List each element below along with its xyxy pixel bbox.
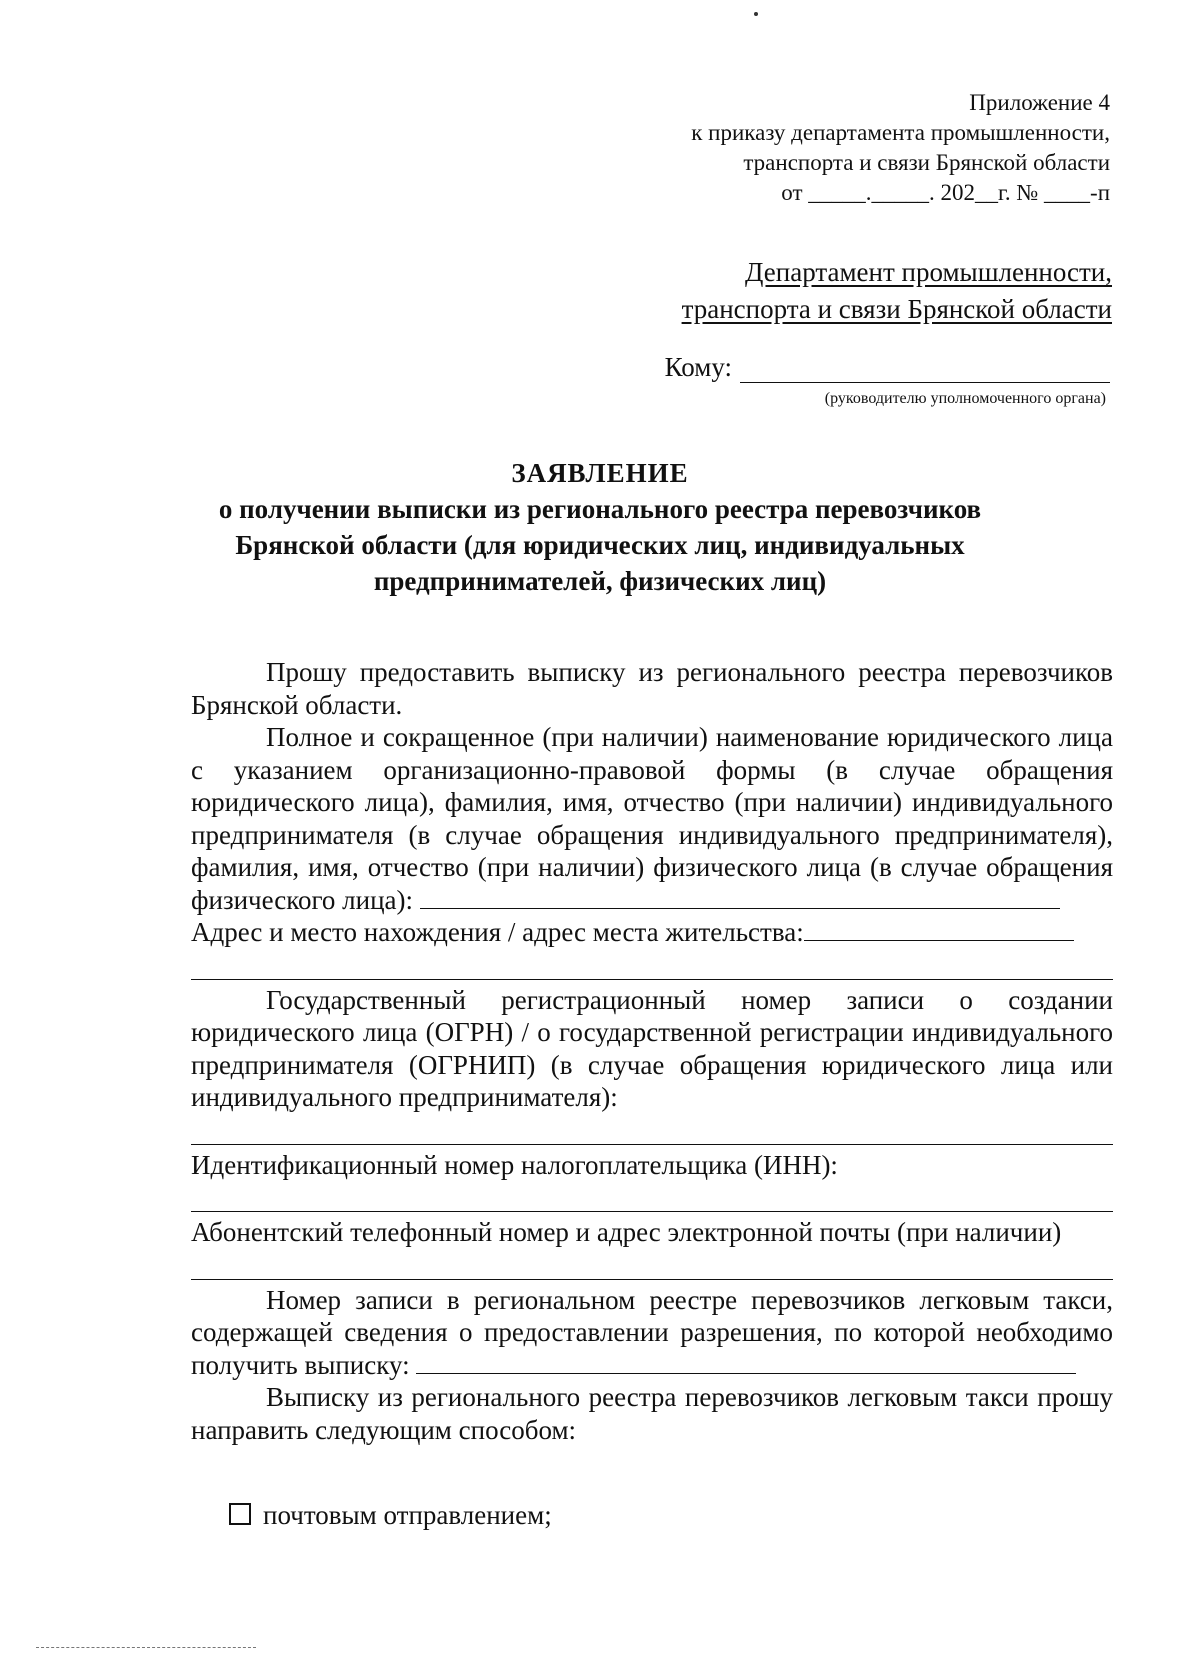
record-number-label: Номер записи в региональном реестре перевозчиков легковым такси, содержащей сведения о предоставлении разрешения, по которой необходимо получить выписку: bbox=[191, 1284, 1113, 1380]
title-line-2: о получении выписки из регионального реестра перевозчиков bbox=[218, 494, 982, 524]
paragraph-request: Прошу предоставить выписку из регионального реестра перевозчиков Брянской области. bbox=[191, 657, 1113, 720]
contacts-field[interactable] bbox=[191, 1249, 1113, 1280]
annex-line-4: от _____._____. 202__г. № ____-п bbox=[781, 180, 1110, 205]
annex-line-2: к приказу департамента промышленности, bbox=[691, 120, 1110, 145]
checkbox-icon[interactable] bbox=[229, 1503, 251, 1525]
paragraph-inn: Идентификационный номер налогоплательщика (ИНН): bbox=[191, 1149, 838, 1180]
title-line-4: предпринимателей, физических лиц) bbox=[373, 566, 827, 596]
paragraph-delivery: Выписку из регионального реестра перевозчиков легковым такси прошу направить следующим способом: bbox=[191, 1382, 1113, 1445]
ogrn-field[interactable] bbox=[191, 1114, 1113, 1145]
address-field-line-2[interactable] bbox=[191, 949, 1113, 980]
paragraph-ogrn: Государственный регистрационный номер записи о создании юридического лица (ОГРН) / о государственной регистрации индивидуального предпринимателя (ОГРНИП) (в случае обращения юридического лица или индивидуального предпринимателя): bbox=[191, 984, 1113, 1112]
to-input-line[interactable] bbox=[740, 356, 1110, 383]
paragraph-name bbox=[191, 721, 1113, 916]
address-field[interactable] bbox=[804, 916, 1074, 941]
option-mail[interactable] bbox=[229, 1500, 552, 1531]
scan-dot bbox=[754, 12, 758, 16]
recipient-department bbox=[682, 254, 1112, 328]
document-title bbox=[0, 455, 1200, 599]
option-mail-label: почтовым отправлением; bbox=[263, 1500, 552, 1530]
title-main: ЗАЯВЛЕНИЕ bbox=[511, 458, 689, 488]
annex-line-1: Приложение 4 bbox=[969, 90, 1110, 115]
to-note: (руководителю уполномоченного органа) bbox=[824, 390, 1106, 407]
paragraph-record-number bbox=[191, 1284, 1113, 1382]
paragraph-contacts: Абонентский телефонный номер и адрес электронной почты (при наличии) bbox=[191, 1217, 1062, 1247]
name-field[interactable] bbox=[420, 884, 1060, 909]
dept-line-2: транспорта и связи Брянской области bbox=[681, 294, 1112, 324]
scan-footer-line bbox=[36, 1647, 256, 1648]
paragraph-address bbox=[191, 916, 1113, 949]
record-number-field[interactable] bbox=[416, 1349, 1076, 1374]
inn-field[interactable] bbox=[191, 1181, 1113, 1212]
application-body bbox=[191, 656, 1113, 1446]
title-line-3: Брянской области (для юридических лиц, индивидуальных bbox=[235, 530, 965, 560]
annex-line-3: транспорта и связи Брянской области bbox=[743, 150, 1110, 175]
dept-line-1: Департамент промышленности, bbox=[745, 257, 1112, 287]
address-label: Адрес и место нахождения / адрес места жительства: bbox=[191, 917, 804, 947]
to-field bbox=[665, 352, 1110, 383]
to-label: Кому: bbox=[664, 352, 732, 382]
annex-header bbox=[691, 88, 1110, 208]
name-label: Полное и сокращенное (при наличии) наименование юридического лица с указанием организационно-правовой формы (в случае обращения юридического лица), фамилия, имя, отчество (при наличии) индивидуального предпринимателя (в случае обращения индивидуального предпринимателя), фамилия, имя, отчество (при наличии) физического лица (в случае обращения физического лица): bbox=[191, 722, 1113, 915]
